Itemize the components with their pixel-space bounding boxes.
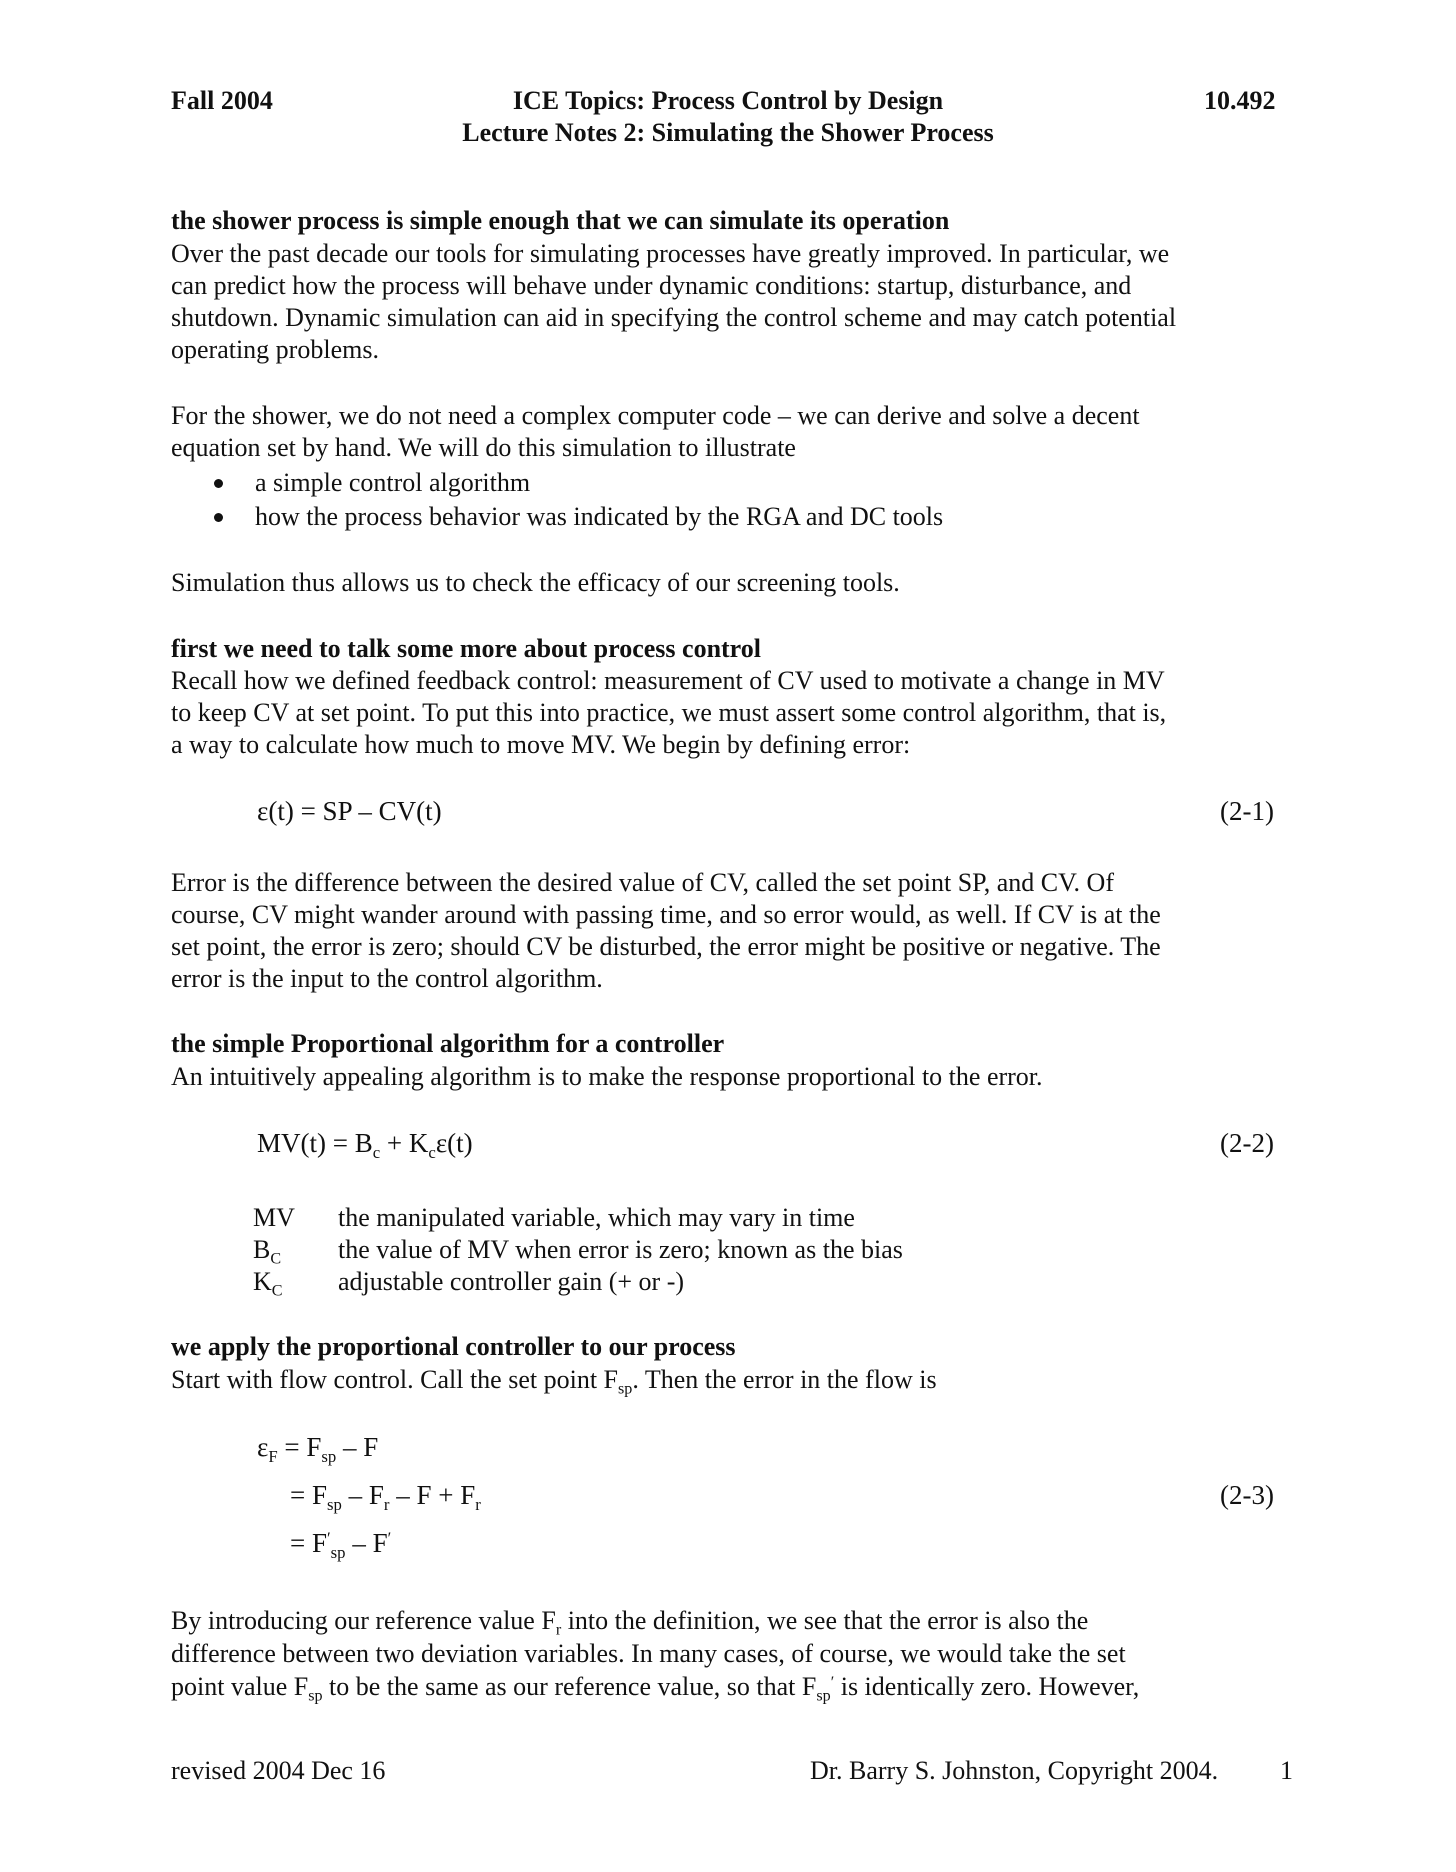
paragraph-line: operating problems. bbox=[171, 335, 379, 364]
definition-symbol: $B_C$ bbox=[253, 1235, 282, 1268]
bullet-icon bbox=[214, 513, 223, 522]
paragraph-line: Over the past decade our tools for simulating processes have greatly improved. In particular, we bbox=[171, 239, 1170, 268]
paragraph-line: error is the input to the control algorithm. bbox=[171, 964, 603, 993]
header-course-title: ICE Topics: Process Control by Design bbox=[512, 86, 944, 115]
equation-number: (2-2) bbox=[1220, 1128, 1274, 1158]
paragraph-line: a way to calculate how much to move MV. We begin by defining error: bbox=[171, 730, 911, 759]
paragraph-line: Start with flow control. Call the set point $F_{sp}$. Then the error in the flow is bbox=[171, 1365, 937, 1398]
paragraph-line: set point, the error is zero; should CV be disturbed, the error might be positive or negative. The bbox=[171, 932, 1161, 961]
paragraph-line: Recall how we defined feedback control: measurement of CV used to motivate a change in MV bbox=[171, 666, 1165, 695]
paragraph-line: point value $F_{sp}$ to be the same as our reference value, so that $F_{sp}'$ is identically zero. However, bbox=[171, 1672, 1140, 1705]
paragraph-line: course, CV might wander around with passing time, and so error would, as well. If CV is at the bbox=[171, 900, 1161, 929]
header-lecture-title: Lecture Notes 2: Simulating the Shower Process bbox=[462, 118, 994, 147]
section-heading: the shower process is simple enough that we can simulate its operation bbox=[171, 206, 950, 235]
bullet-item: a simple control algorithm bbox=[255, 468, 531, 497]
paragraph-line: shutdown. Dynamic simulation can aid in specifying the control scheme and may catch potential bbox=[171, 303, 1177, 332]
footer-page-number: 1 bbox=[1280, 1756, 1293, 1785]
paragraph-line: equation set by hand. We will do this simulation to illustrate bbox=[171, 433, 796, 462]
paragraph-line: For the shower, we do not need a complex computer code – we can derive and solve a decent bbox=[171, 401, 1140, 430]
equation-2-3-line3: = $F'_{sp} - F'$ bbox=[290, 1528, 392, 1562]
paragraph-line: to keep CV at set point. To put this into practice, we must assert some control algorithm, that is, bbox=[171, 698, 1167, 727]
definition-symbol: $K_C$ bbox=[253, 1267, 283, 1300]
equation-2-3-line2: = $F_{sp} - F_r - F + F_r$ bbox=[290, 1480, 481, 1514]
section-heading: first we need to talk some more about process control bbox=[171, 634, 761, 663]
bullet-item: how the process behavior was indicated by the RGA and DC tools bbox=[255, 502, 944, 531]
bullet-icon bbox=[214, 479, 223, 488]
equation-2-1: ε(t) = SP – CV(t) bbox=[257, 796, 442, 826]
definition-symbol: MV bbox=[253, 1203, 295, 1232]
section-heading: the simple Proportional algorithm for a controller bbox=[171, 1029, 725, 1058]
footer-revised: revised 2004 Dec 16 bbox=[171, 1756, 386, 1785]
footer-copyright: Dr. Barry S. Johnston, Copyright 2004. bbox=[810, 1756, 1219, 1785]
definition-text: adjustable controller gain (+ or -) bbox=[338, 1267, 685, 1296]
paragraph-line: An intuitively appealing algorithm is to make the response proportional to the error. bbox=[171, 1062, 1043, 1091]
paragraph-line: difference between two deviation variables. In many cases, of course, we would take the set bbox=[171, 1639, 1126, 1668]
paragraph-line: can predict how the process will behave under dynamic conditions: startup, disturbance, and bbox=[171, 271, 1132, 300]
section-heading: we apply the proportional controller to our process bbox=[171, 1332, 736, 1361]
equation-number: (2-1) bbox=[1220, 796, 1274, 826]
equation-number: (2-3) bbox=[1220, 1480, 1274, 1510]
header-term: Fall 2004 bbox=[171, 86, 273, 115]
equation-2-3-line1: $\varepsilon_F = F_{sp} - F$ bbox=[257, 1432, 379, 1466]
equation-2-2: $MV(t) = B_c + K_c\varepsilon(t)$ bbox=[257, 1128, 473, 1162]
definition-text: the value of MV when error is zero; known as the bias bbox=[338, 1235, 903, 1264]
header-course-number: 10.492 bbox=[1204, 86, 1276, 115]
paragraph-line: By introducing our reference value $F_r$ into the definition, we see that the error is also the bbox=[171, 1606, 1089, 1639]
paragraph-line: Error is the difference between the desired value of CV, called the set point SP, and CV. Of bbox=[171, 868, 1114, 897]
paragraph-line: Simulation thus allows us to check the efficacy of our screening tools. bbox=[171, 568, 900, 597]
definition-text: the manipulated variable, which may vary in time bbox=[338, 1203, 855, 1232]
